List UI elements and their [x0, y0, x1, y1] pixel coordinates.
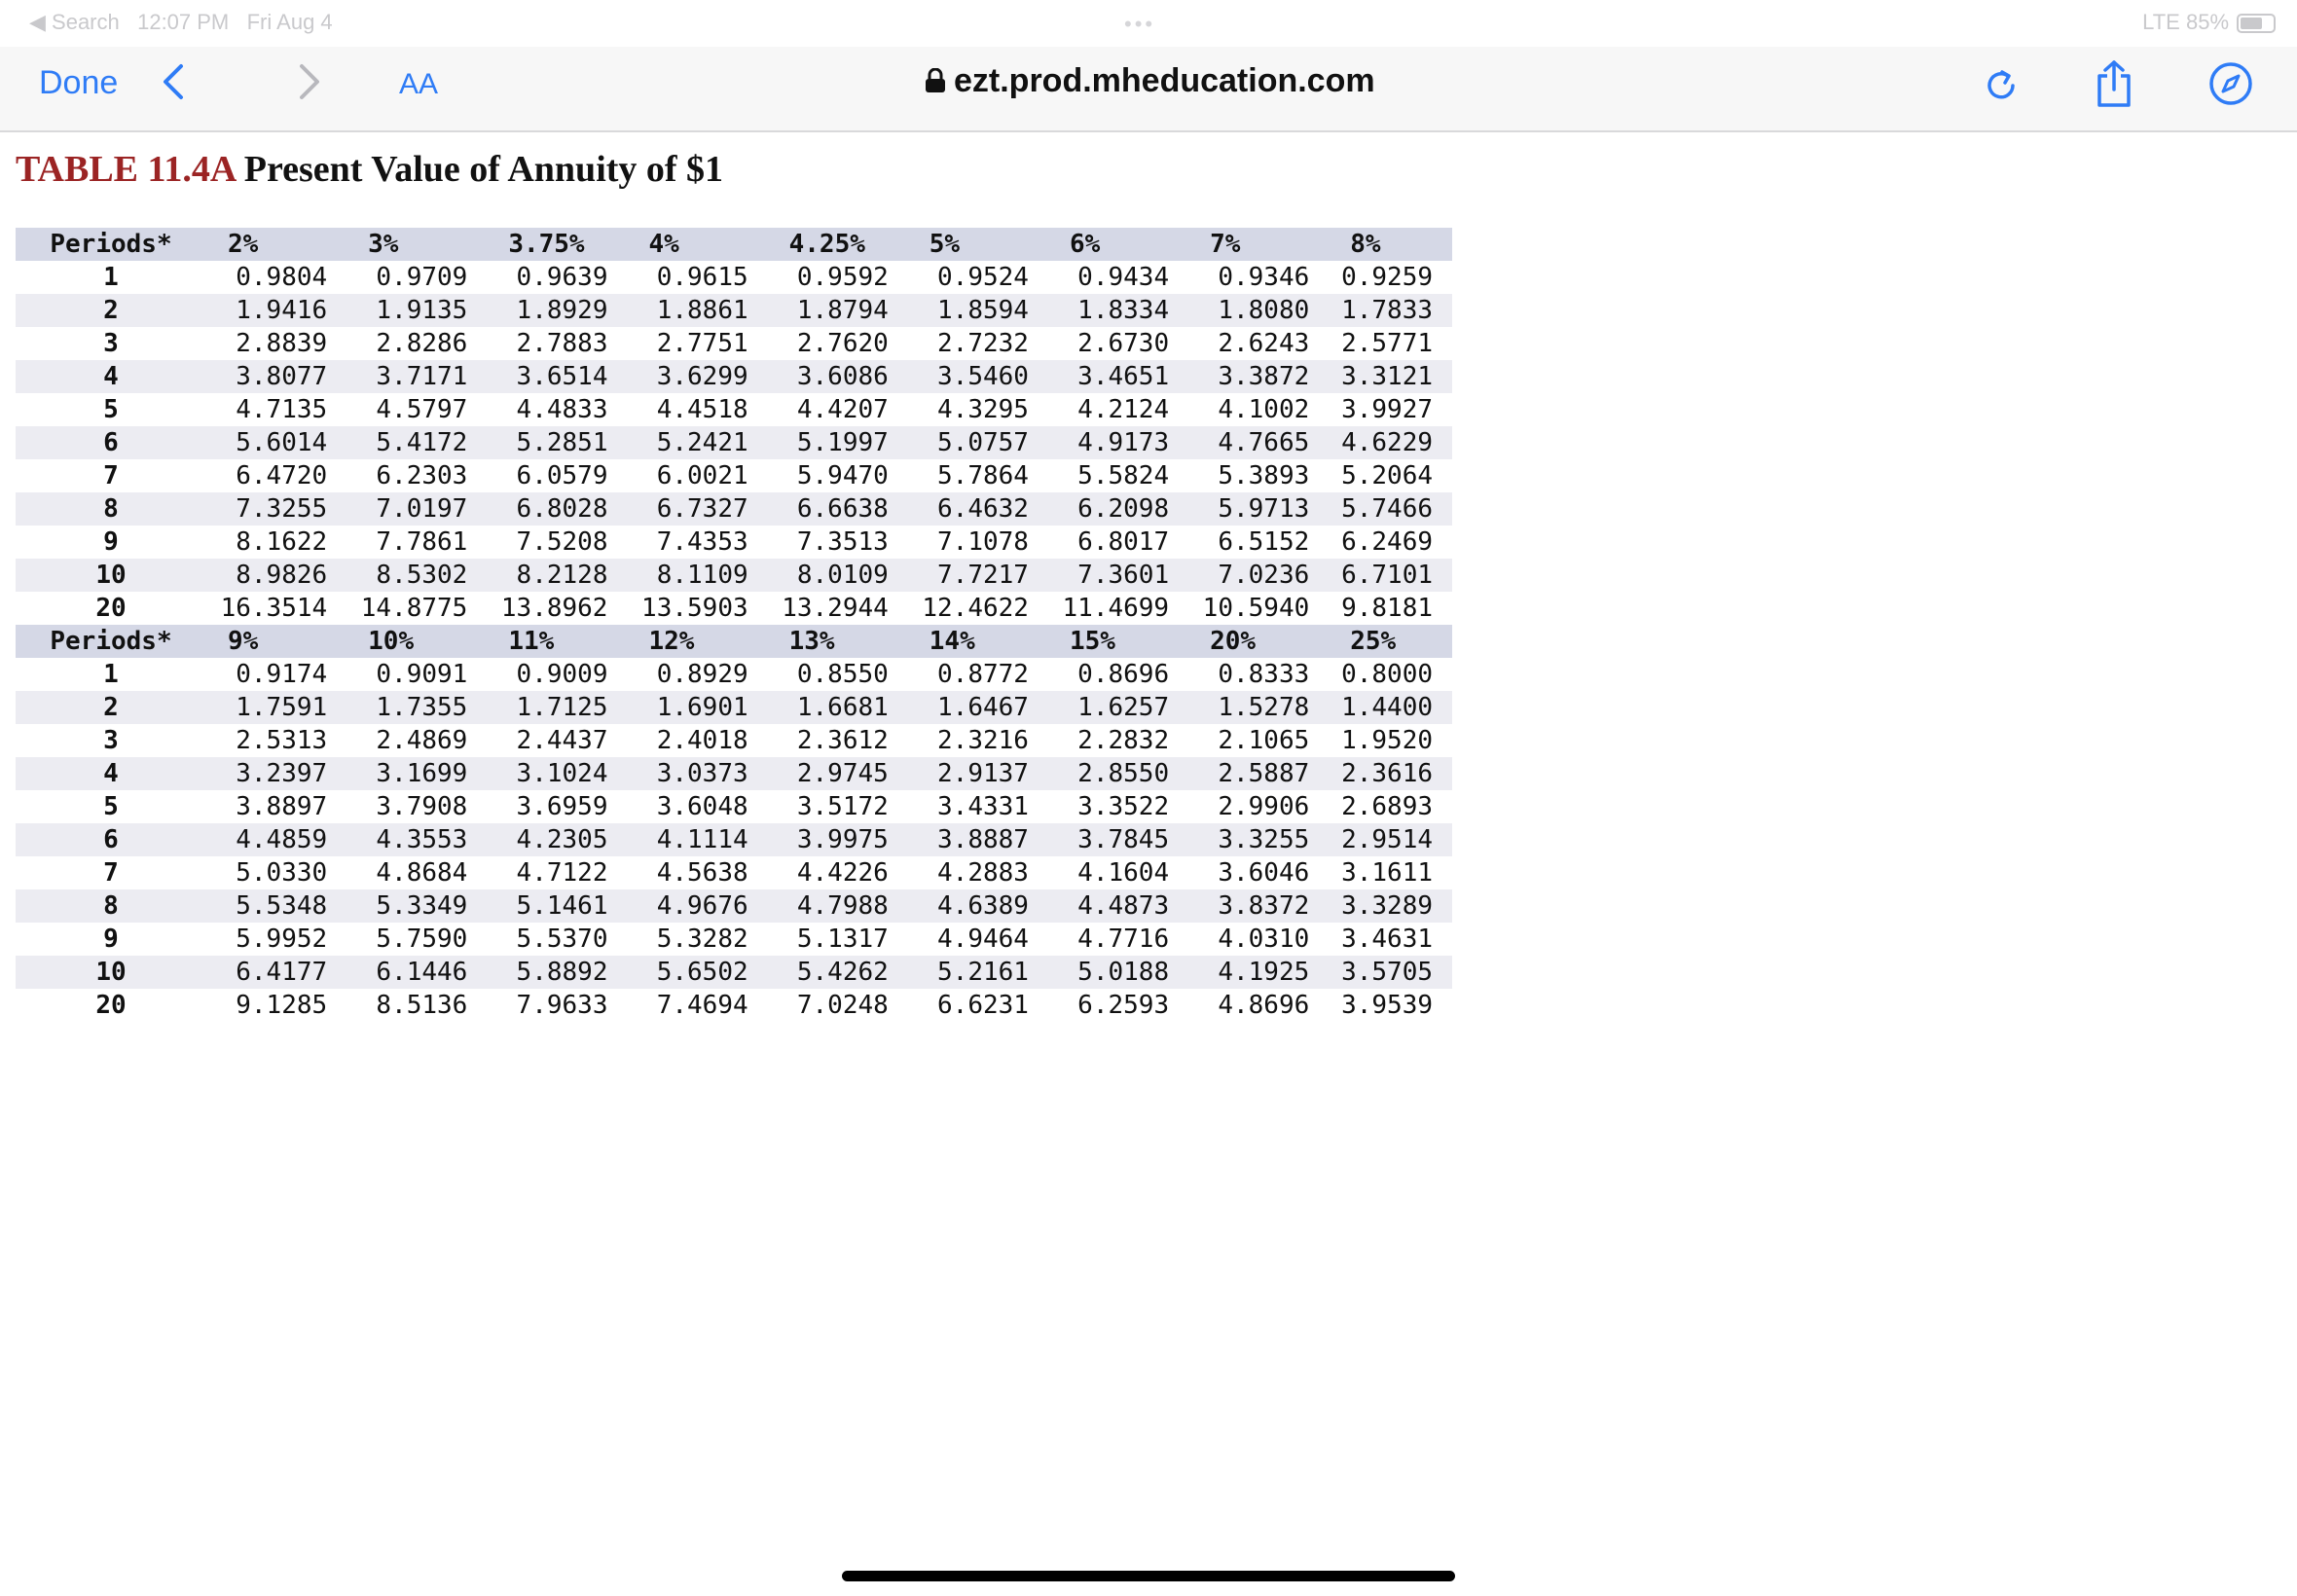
period-cell: 10 [16, 559, 206, 592]
rate-header: 20% [1188, 625, 1329, 658]
value-cell: 3.6514 [487, 360, 627, 393]
value-cell: 1.6681 [768, 691, 908, 724]
value-cell: 4.2883 [937, 858, 1029, 888]
value-cell: 7.3255 [206, 492, 346, 526]
value-cell: 0.8550 [796, 660, 889, 689]
period-cell: 2 [16, 294, 206, 327]
value-cell: 3.8897 [236, 792, 328, 821]
value-cell: 2.6730 [1077, 329, 1170, 358]
value-cell: 5.0188 [1048, 956, 1188, 989]
value-cell: 8.9826 [206, 559, 346, 592]
value-cell: 0.9174 [236, 660, 328, 689]
table-row [16, 559, 1452, 592]
table-row [16, 889, 1452, 923]
value-cell: 3.6959 [516, 792, 608, 821]
value-cell: 9.1285 [236, 991, 328, 1020]
value-cell: 6.4632 [908, 492, 1048, 526]
value-cell: 3.7908 [376, 792, 468, 821]
value-cell: 4.7665 [1188, 426, 1329, 459]
value-cell: 1.7591 [206, 691, 346, 724]
value-cell: 7.3601 [1048, 559, 1188, 592]
value-cell: 8.0109 [768, 559, 908, 592]
value-cell: 0.9639 [516, 263, 608, 292]
value-cell: 1.8929 [487, 294, 627, 327]
value-cell: 7.9633 [516, 991, 608, 1020]
value-cell: 5.5348 [206, 889, 346, 923]
value-cell: 4.6229 [1329, 426, 1452, 459]
periods-header: Periods* [16, 228, 206, 261]
value-cell: 1.8594 [908, 294, 1048, 327]
value-cell: 6.1446 [346, 956, 487, 989]
value-cell: 7.0248 [796, 991, 889, 1020]
rate-header: 13% [768, 625, 908, 658]
value-cell: 6.4720 [236, 461, 328, 490]
table-row [16, 691, 1452, 724]
period-cell: 7 [103, 461, 119, 490]
table-row [16, 261, 1452, 294]
rate-header: 10% [346, 625, 487, 658]
value-cell: 5.2851 [487, 426, 627, 459]
value-cell: 3.3872 [1188, 360, 1329, 393]
done-button[interactable]: Done [39, 64, 119, 101]
value-cell: 4.4833 [516, 395, 608, 424]
value-cell: 3.7171 [346, 360, 487, 393]
value-cell: 2.9137 [908, 757, 1048, 790]
table-row [16, 724, 1452, 757]
value-cell: 0.8929 [656, 660, 748, 689]
value-cell: 1.9135 [346, 294, 487, 327]
value-cell: 0.9259 [1341, 263, 1433, 292]
period-cell: 20 [95, 594, 127, 623]
value-cell: 6.2303 [376, 461, 468, 490]
value-cell: 6.2593 [1077, 991, 1170, 1020]
value-cell: 5.1997 [768, 426, 908, 459]
value-cell: 3.8372 [1188, 889, 1329, 923]
multitask-dots-icon[interactable]: ••• [1124, 12, 1156, 36]
table-row [16, 327, 1452, 360]
value-cell: 2.4869 [376, 726, 468, 755]
value-cell: 0.9592 [796, 263, 889, 292]
value-cell: 6.2098 [1048, 492, 1188, 526]
value-cell: 3.6086 [768, 360, 908, 393]
value-cell: 7.0236 [1188, 559, 1329, 592]
value-cell: 5.5370 [516, 925, 608, 954]
value-cell: 0.9434 [1077, 263, 1170, 292]
value-cell: 2.3616 [1329, 757, 1452, 790]
value-cell: 4.4518 [656, 395, 748, 424]
value-cell: 4.7135 [236, 395, 328, 424]
rate-header: 7% [1188, 228, 1329, 261]
value-cell: 5.3282 [656, 925, 748, 954]
rate-header: 9% [206, 625, 346, 658]
value-cell: 1.7355 [346, 691, 487, 724]
value-cell: 0.9615 [656, 263, 748, 292]
value-cell: 4.4873 [1048, 889, 1188, 923]
period-cell: 4 [16, 360, 206, 393]
value-cell: 0.9524 [937, 263, 1029, 292]
rate-header: 6% [1048, 228, 1188, 261]
value-cell: 5.9952 [236, 925, 328, 954]
value-cell: 7.4694 [656, 991, 748, 1020]
value-cell: 0.8000 [1341, 660, 1433, 689]
forward-chevron-icon[interactable] [292, 60, 327, 103]
value-cell: 3.3121 [1329, 360, 1452, 393]
table-row [16, 790, 1452, 823]
value-cell: 13.2944 [782, 594, 889, 623]
value-cell: 5.0757 [908, 426, 1048, 459]
value-cell: 5.3893 [1218, 461, 1310, 490]
table-row [16, 956, 1452, 989]
table-header-row [16, 228, 1452, 261]
value-cell: 2.7751 [656, 329, 748, 358]
compass-icon[interactable] [2207, 60, 2254, 107]
value-cell: 5.6502 [627, 956, 767, 989]
value-cell: 1.7833 [1329, 294, 1452, 327]
value-cell: 0.9091 [376, 660, 468, 689]
value-cell: 2.8550 [1048, 757, 1188, 790]
value-cell: 3.0373 [627, 757, 767, 790]
value-cell: 2.7620 [796, 329, 889, 358]
browser-toolbar [0, 47, 2297, 132]
value-cell: 4.3553 [346, 823, 487, 856]
value-cell: 0.9804 [236, 263, 328, 292]
value-cell: 2.9514 [1329, 823, 1452, 856]
period-cell: 4 [16, 757, 206, 790]
value-cell: 6.8017 [1077, 527, 1170, 557]
period-cell: 3 [103, 726, 119, 755]
value-cell: 0.8772 [937, 660, 1029, 689]
period-cell: 2 [16, 691, 206, 724]
value-cell: 4.4859 [206, 823, 346, 856]
value-cell: 3.4331 [937, 792, 1029, 821]
value-cell: 6.7101 [1329, 559, 1452, 592]
value-cell: 5.2421 [627, 426, 767, 459]
rate-header: 11% [487, 625, 627, 658]
table-title-text: Present Value of Annuity of $1 [243, 149, 724, 190]
value-cell: 5.4172 [346, 426, 487, 459]
value-cell: 3.9539 [1341, 991, 1433, 1020]
value-cell: 7.0197 [346, 492, 487, 526]
value-cell: 4.9173 [1048, 426, 1188, 459]
period-cell: 7 [103, 858, 119, 888]
value-cell: 3.5705 [1329, 956, 1452, 989]
value-cell: 1.7125 [487, 691, 627, 724]
table-row [16, 492, 1452, 526]
value-cell: 4.4226 [796, 858, 889, 888]
value-cell: 5.7590 [376, 925, 468, 954]
value-cell: 4.2124 [1077, 395, 1170, 424]
value-cell: 8.1622 [236, 527, 328, 557]
value-cell: 4.9676 [627, 889, 767, 923]
url-text: ezt.prod.mheducation.com [954, 62, 1375, 99]
status-date: Fri Aug 4 [246, 10, 333, 34]
period-cell: 6 [16, 426, 206, 459]
value-cell: 3.1611 [1341, 858, 1433, 888]
table-row [16, 526, 1452, 559]
value-cell: 2.5313 [236, 726, 328, 755]
value-cell: 12.4622 [922, 594, 1029, 623]
value-cell: 3.4631 [1341, 925, 1433, 954]
lock-icon [925, 68, 946, 93]
value-cell: 2.9906 [1218, 792, 1310, 821]
rate-header: 5% [908, 228, 1048, 261]
table-row [16, 426, 1452, 459]
table-row [16, 459, 1452, 492]
value-cell: 6.7327 [627, 492, 767, 526]
page-title [16, 148, 723, 191]
value-cell: 8.5302 [346, 559, 487, 592]
value-cell: 1.5278 [1188, 691, 1329, 724]
value-cell: 2.4437 [516, 726, 608, 755]
period-cell: 10 [16, 956, 206, 989]
status-time: 12:07 PM [137, 10, 230, 34]
table-row [16, 757, 1452, 790]
value-cell: 4.6389 [908, 889, 1048, 923]
address-bar[interactable] [925, 62, 1375, 100]
value-cell: 3.1699 [346, 757, 487, 790]
status-bar [0, 0, 2297, 47]
period-cell: 9 [103, 527, 119, 557]
period-cell: 20 [95, 991, 127, 1020]
value-cell: 3.5172 [796, 792, 889, 821]
value-cell: 6.2469 [1341, 527, 1433, 557]
value-cell: 6.5152 [1218, 527, 1310, 557]
value-cell: 3.9927 [1341, 395, 1433, 424]
value-cell: 6.6231 [937, 991, 1029, 1020]
value-cell: 3.3255 [1188, 823, 1329, 856]
table-row [16, 294, 1452, 327]
periods-header: Periods* [16, 625, 206, 658]
period-cell: 1 [103, 660, 119, 689]
value-cell: 6.0021 [656, 461, 748, 490]
rate-header: 4.25% [768, 228, 908, 261]
value-cell: 5.9470 [796, 461, 889, 490]
value-cell: 4.5638 [656, 858, 748, 888]
value-cell: 4.8684 [376, 858, 468, 888]
table-row [16, 923, 1452, 956]
value-cell: 3.8077 [206, 360, 346, 393]
value-cell: 13.5903 [641, 594, 748, 623]
value-cell: 4.1114 [627, 823, 767, 856]
text-size-button[interactable]: AA [399, 68, 439, 100]
period-cell: 5 [103, 792, 119, 821]
value-cell: 1.8861 [627, 294, 767, 327]
period-cell: 9 [103, 925, 119, 954]
period-cell: 8 [16, 492, 206, 526]
value-cell: 1.8794 [768, 294, 908, 327]
value-cell: 16.3514 [220, 594, 328, 623]
value-cell: 2.7232 [937, 329, 1029, 358]
value-cell: 1.9520 [1341, 726, 1433, 755]
value-cell: 3.3289 [1329, 889, 1452, 923]
reload-icon[interactable] [1982, 64, 2021, 107]
rate-header: 12% [627, 625, 767, 658]
value-cell: 3.6299 [627, 360, 767, 393]
rate-header: 3% [346, 228, 487, 261]
value-cell: 0.8696 [1077, 660, 1170, 689]
value-cell: 4.1925 [1188, 956, 1329, 989]
table-row [16, 658, 1452, 691]
value-cell: 4.9464 [937, 925, 1029, 954]
value-cell: 2.5887 [1188, 757, 1329, 790]
share-icon[interactable] [2093, 58, 2135, 109]
value-cell: 4.3295 [937, 395, 1029, 424]
value-cell: 3.5460 [908, 360, 1048, 393]
value-cell: 7.4353 [656, 527, 748, 557]
rate-header: 15% [1048, 625, 1188, 658]
value-cell: 6.6638 [768, 492, 908, 526]
value-cell: 2.3612 [796, 726, 889, 755]
value-cell: 9.8181 [1341, 594, 1433, 623]
value-cell: 3.3522 [1077, 792, 1170, 821]
value-cell: 1.9416 [206, 294, 346, 327]
value-cell: 4.2305 [487, 823, 627, 856]
table-header-row [16, 625, 1452, 658]
value-cell: 0.9009 [516, 660, 608, 689]
rate-header: 4% [627, 228, 767, 261]
value-cell: 3.2397 [206, 757, 346, 790]
value-cell: 6.0579 [516, 461, 608, 490]
value-cell: 6.4177 [206, 956, 346, 989]
value-cell: 2.9745 [768, 757, 908, 790]
value-cell: 11.4699 [1062, 594, 1170, 623]
value-cell: 7.3513 [796, 527, 889, 557]
value-cell: 2.5771 [1341, 329, 1433, 358]
status-back-label[interactable]: ◀ Search [29, 10, 120, 34]
value-cell: 3.7845 [1048, 823, 1188, 856]
value-cell: 7.7861 [376, 527, 468, 557]
value-cell: 5.8892 [487, 956, 627, 989]
value-cell: 1.8334 [1048, 294, 1188, 327]
value-cell: 2.4018 [656, 726, 748, 755]
table-row [16, 360, 1452, 393]
value-cell: 1.4400 [1329, 691, 1452, 724]
value-cell: 7.5208 [516, 527, 608, 557]
value-cell: 1.8080 [1188, 294, 1329, 327]
table-row [16, 823, 1452, 856]
annuity-table [16, 228, 1452, 1022]
value-cell: 4.0310 [1218, 925, 1310, 954]
value-cell: 0.9709 [376, 263, 468, 292]
value-cell: 2.6243 [1218, 329, 1310, 358]
value-cell: 2.1065 [1218, 726, 1310, 755]
battery-icon [2237, 14, 2276, 33]
value-cell: 3.4651 [1048, 360, 1188, 393]
value-cell: 4.5797 [376, 395, 468, 424]
period-cell: 1 [103, 263, 119, 292]
value-cell: 14.8775 [360, 594, 468, 623]
table-row [16, 856, 1452, 889]
rate-header: 2% [206, 228, 346, 261]
value-cell: 5.0330 [236, 858, 328, 888]
value-cell: 5.4262 [768, 956, 908, 989]
value-cell: 7.7217 [908, 559, 1048, 592]
period-cell: 8 [16, 889, 206, 923]
value-cell: 5.6014 [206, 426, 346, 459]
value-cell: 0.9346 [1218, 263, 1310, 292]
value-cell: 2.7883 [516, 329, 608, 358]
value-cell: 0.8333 [1218, 660, 1310, 689]
value-cell: 5.9713 [1188, 492, 1329, 526]
value-cell: 4.7988 [768, 889, 908, 923]
value-cell: 10.5940 [1202, 594, 1310, 623]
value-cell: 3.6048 [656, 792, 748, 821]
value-cell: 1.6901 [627, 691, 767, 724]
rate-header: 8% [1329, 228, 1452, 261]
value-cell: 4.1002 [1218, 395, 1310, 424]
value-cell: 4.8696 [1218, 991, 1310, 1020]
rate-header: 14% [908, 625, 1048, 658]
value-cell: 2.6893 [1341, 792, 1433, 821]
value-cell: 1.6257 [1048, 691, 1188, 724]
value-cell: 13.8962 [500, 594, 608, 623]
status-signal: LTE 85% [2142, 10, 2229, 34]
value-cell: 5.2064 [1341, 461, 1433, 490]
value-cell: 3.9975 [768, 823, 908, 856]
value-cell: 5.7466 [1329, 492, 1452, 526]
value-cell: 4.1604 [1077, 858, 1170, 888]
value-cell: 4.4207 [796, 395, 889, 424]
value-cell: 5.7864 [937, 461, 1029, 490]
value-cell: 5.1317 [796, 925, 889, 954]
value-cell: 5.2161 [908, 956, 1048, 989]
period-cell: 6 [16, 823, 206, 856]
value-cell: 4.7122 [516, 858, 608, 888]
value-cell: 5.3349 [346, 889, 487, 923]
value-cell: 5.5824 [1077, 461, 1170, 490]
value-cell: 2.8839 [236, 329, 328, 358]
back-chevron-icon[interactable] [156, 60, 191, 103]
value-cell: 6.8028 [487, 492, 627, 526]
status-back-time[interactable] [29, 10, 333, 35]
value-cell: 7.1078 [937, 527, 1029, 557]
rate-header: 3.75% [487, 228, 627, 261]
value-cell: 2.8286 [376, 329, 468, 358]
value-cell: 1.6467 [908, 691, 1048, 724]
period-cell: 3 [103, 329, 119, 358]
table-row [16, 393, 1452, 426]
table-row [16, 989, 1452, 1022]
value-cell: 3.8887 [908, 823, 1048, 856]
value-cell: 5.1461 [487, 889, 627, 923]
value-cell: 3.6046 [1218, 858, 1310, 888]
value-cell: 3.1024 [487, 757, 627, 790]
value-cell: 8.1109 [627, 559, 767, 592]
rate-header: 25% [1329, 625, 1452, 658]
value-cell: 2.3216 [937, 726, 1029, 755]
value-cell: 8.5136 [376, 991, 468, 1020]
table-number: TABLE 11.4A [16, 149, 236, 190]
home-indicator[interactable] [842, 1571, 1455, 1581]
value-cell: 8.2128 [487, 559, 627, 592]
table-row [16, 592, 1452, 625]
period-cell: 5 [103, 395, 119, 424]
value-cell: 2.2832 [1077, 726, 1170, 755]
value-cell: 4.7716 [1077, 925, 1170, 954]
